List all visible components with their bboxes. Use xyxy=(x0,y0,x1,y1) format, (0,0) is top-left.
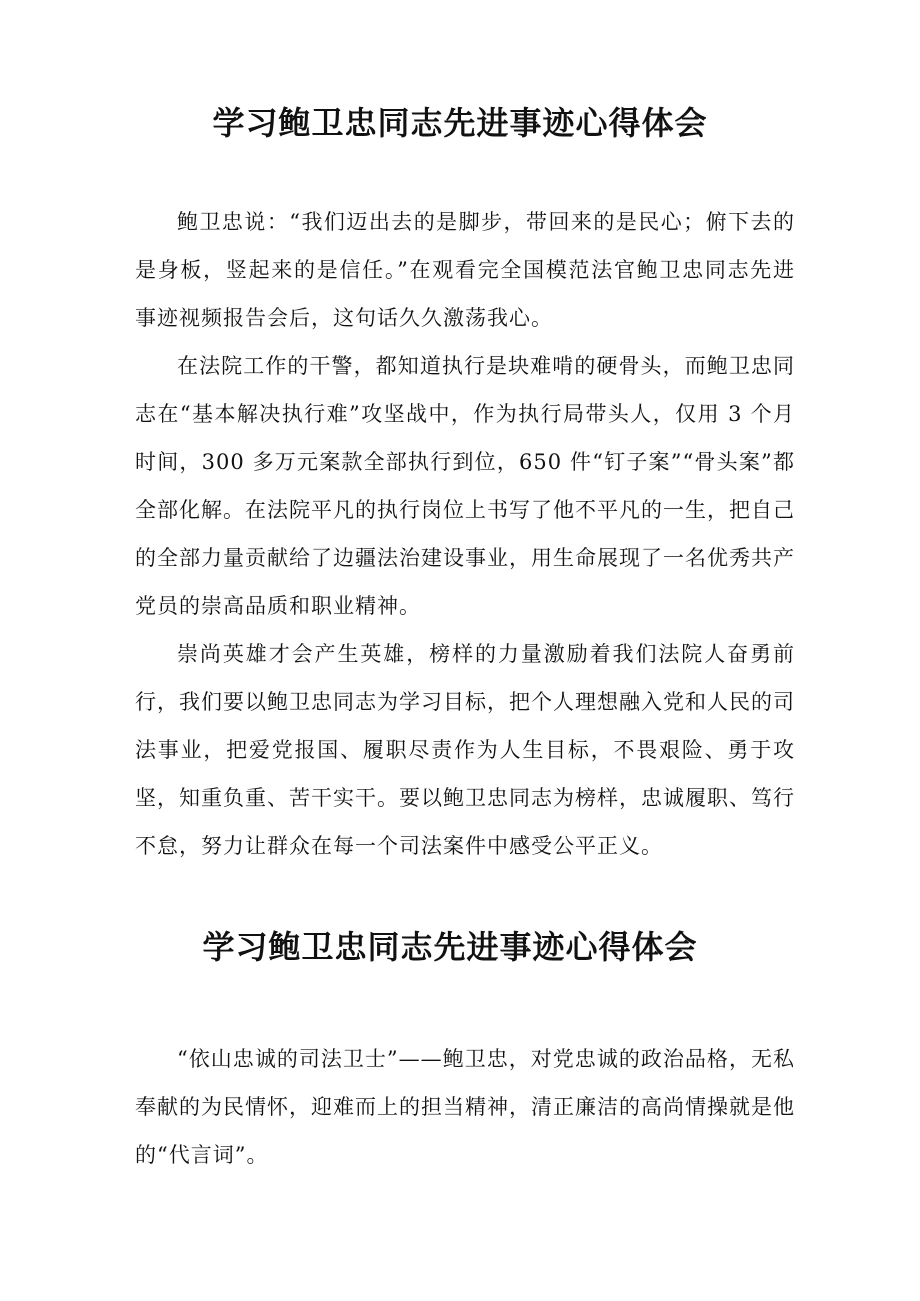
paragraph: “依山忠诚的司法卫士”——鲍卫忠，对党忠诚的政治品格，无私奉献的为民情怀，迎难而上的担当精神，清正廉洁的高尚情操就是他的“代言词”。 xyxy=(135,1047,795,1167)
paragraph: 鲍卫忠说：“我们迈出去的是脚步，带回来的是民心；俯下去的是身板，竖起来的是信任。”在观看完全国模范法官鲍卫忠同志先进事迹视频报告会后，这句话久久激荡我心。 xyxy=(135,210,795,330)
paragraph: 崇尚英雄才会产生英雄，榜样的力量激励着我们法院人奋勇前行，我们要以鲍卫忠同志为学习目标，把个人理想融入党和人民的司法事业，把爱党报国、履职尽责作为人生目标，不畏艰险、勇于攻坚，知重负重、苦干实干。要以鲍卫忠同志为榜样，忠诚履职、笃行不怠，努力让群众在每一个司法案件中感受公平正义。 xyxy=(135,642,795,858)
article-title: 学习鲍卫忠同志先进事迹心得体会 xyxy=(212,104,708,142)
paragraph: 在法院工作的干警，都知道执行是块难啃的硬骨头，而鲍卫忠同志在“基本解决执行难”攻坚战中，作为执行局带头人，仅用 3 个月时间，300 多万元案款全部执行到位，650 件“钉子案”“骨头案”都全部化解。在法院平凡的执行岗位上书写了他不平凡的一生，把自己的全部力量贡献给了边疆法治建设事业，用生命展现了一名优秀共产党员的崇高品质和职业精神。 xyxy=(135,354,795,618)
article-body xyxy=(135,198,795,870)
article-body xyxy=(135,1035,795,1179)
article-title: 学习鲍卫忠同志先进事迹心得体会 xyxy=(202,928,698,966)
